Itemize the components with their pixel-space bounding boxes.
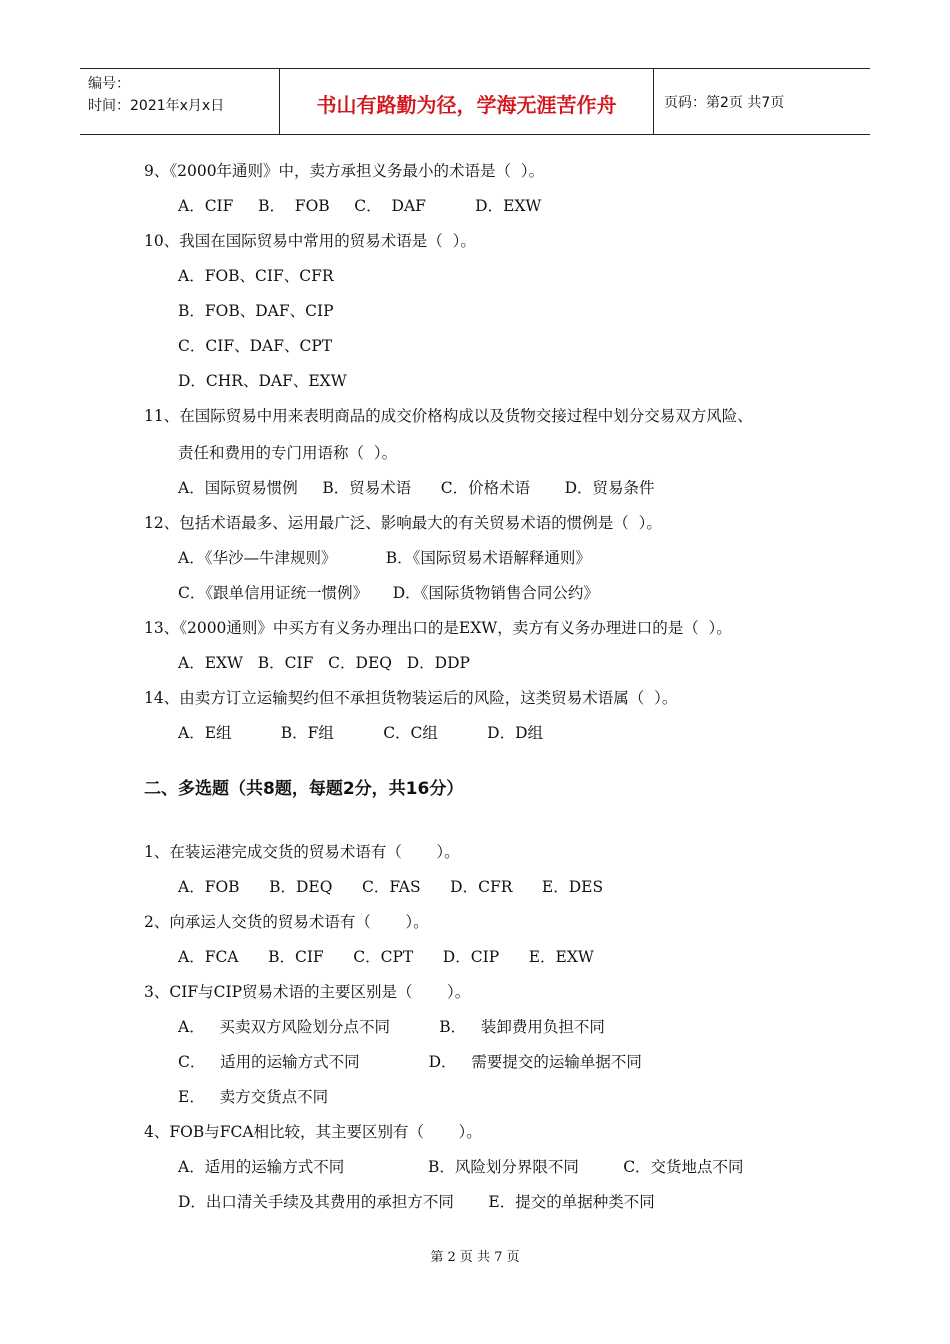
- question-13: 13、《2000通则》中买方有义务办理出口的是EXW，卖方有义务办理进口的是（ ）。: [144, 619, 732, 637]
- section-title: 二、多选题（共8题，每题2分，共16分）: [144, 779, 464, 799]
- options-14: A．E组 B．F组 C．C组 D．D组: [178, 724, 544, 742]
- multi-options-2: A．FCA B．CIF C．CPT D．CIP E．EXW: [178, 948, 594, 966]
- option-10-a: A．FOB、CIF、CFR: [178, 267, 334, 285]
- question-14: 14、由卖方订立运输契约但不承担货物装运后的风险，这类贸易术语属（ ）。: [144, 689, 678, 707]
- options-9: A．CIF B． FOB C． DAF D．EXW: [178, 197, 542, 215]
- question-9: 9、《2000年通则》中，卖方承担义务最小的术语是（ ）。: [144, 162, 545, 180]
- options-12-ab: A．《华沙—牛津规则》 B．《国际贸易术语解释通则》: [178, 549, 591, 567]
- multi-question-2: 2、向承运人交货的贸易术语有（ ）。: [144, 913, 429, 931]
- options-13: A．EXW B．CIF C．DEQ D．DDP: [178, 654, 470, 672]
- code-label: 编号：: [88, 76, 130, 92]
- multi-options-1: A．FOB B．DEQ C．FAS D．CFR E．DES: [178, 878, 604, 896]
- options-12-cd: C．《跟单信用证统一惯例》 D．《国际货物销售合同公约》: [178, 584, 599, 602]
- page-header: [80, 68, 870, 135]
- option-10-b: B．FOB、DAF、CIP: [178, 302, 334, 320]
- multi-question-1: 1、在装运港完成交货的贸易术语有（ ）。: [144, 843, 460, 861]
- page-indicator: 页码：第2页 共7页: [664, 94, 785, 111]
- multi-options-4-de: D．出口清关手续及其费用的承担方不同 E．提交的单据种类不同: [178, 1193, 655, 1211]
- page-footer: 第 2 页 共 7 页: [430, 1250, 520, 1265]
- option-10-c: C．CIF、DAF、CPT: [178, 337, 333, 355]
- header-meta: [80, 69, 280, 134]
- question-11-cont: 责任和费用的专门用语称（ ）。: [178, 444, 398, 462]
- question-12: 12、包括术语最多、运用最广泛、影响最大的有关贸易术语的惯例是（ ）。: [144, 514, 662, 532]
- header-motto: 书山有路勤为径，学海无涯苦作舟: [280, 69, 654, 134]
- question-11: 11、在国际贸易中用来表明商品的成交价格构成以及货物交接过程中划分交易双方风险、: [144, 407, 753, 425]
- options-11: A．国际贸易惯例 B．贸易术语 C．价格术语 D．贸易条件: [178, 479, 655, 497]
- multi-options-3-ab: A． 买卖双方风险划分点不同 B． 装卸费用负担不同: [178, 1018, 605, 1036]
- multi-options-4-abc: A．适用的运输方式不同 B．风险划分界限不同 C．交货地点不同: [178, 1158, 744, 1176]
- multi-question-3: 3、CIF与CIP贸易术语的主要区别是（ ）。: [144, 983, 471, 1001]
- multi-options-3-cd: C． 适用的运输方式不同 D． 需要提交的运输单据不同: [178, 1053, 642, 1071]
- multi-question-4: 4、FOB与FCA相比较，其主要区别有（ ）。: [144, 1123, 482, 1141]
- multi-options-3-e: E． 卖方交货点不同: [178, 1088, 329, 1106]
- option-10-d: D．CHR、DAF、EXW: [178, 372, 347, 390]
- time-label: 时间：2021年x月x日: [88, 98, 225, 114]
- question-10: 10、我国在国际贸易中常用的贸易术语是（ ）。: [144, 232, 476, 250]
